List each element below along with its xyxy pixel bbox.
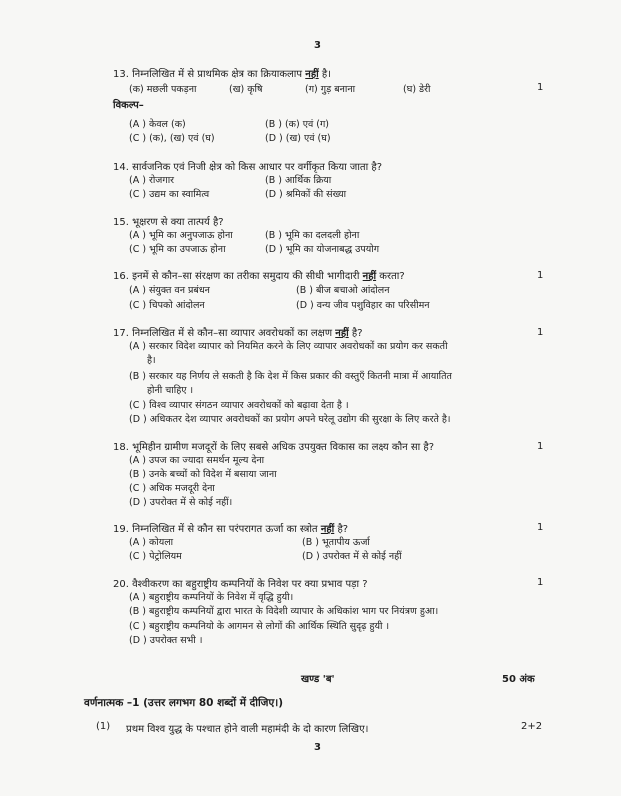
option-d: (D ) उपरोक्त में से कोई नहीं bbox=[302, 551, 402, 562]
option-b: (B ) आर्थिक क्रिया bbox=[265, 175, 332, 186]
item-ka: (क) मछली पकड़ना bbox=[129, 84, 197, 95]
option-d: (D ) उपरोक्त सभी । bbox=[129, 635, 203, 646]
emphasis-not: नहीं bbox=[320, 524, 335, 535]
option-c: (C ) चिपको आंदोलन bbox=[129, 300, 205, 311]
descriptive-question-number: (1) bbox=[96, 721, 111, 732]
question-number: 13. bbox=[113, 69, 129, 80]
option-d: (D ) श्रमिकों की संख्या bbox=[265, 189, 347, 200]
question-20 bbox=[113, 576, 368, 590]
emphasis-not: नहीं bbox=[335, 328, 349, 339]
option-d: (D ) उपरोक्त में से कोई नहीं। bbox=[129, 497, 233, 508]
question-text-end: करता? bbox=[376, 271, 405, 282]
question-number: 20. bbox=[113, 579, 129, 590]
marks: 1 bbox=[537, 577, 544, 588]
question-text: सार्वजनिक एवं निजी क्षेत्र को किस आधार पर वर्गीकृत किया जाता है? bbox=[132, 162, 382, 173]
question-15 bbox=[113, 214, 224, 228]
option-d: (D ) भूमि का योजनाबद्ध उपयोग bbox=[265, 244, 380, 255]
question-14 bbox=[113, 159, 382, 173]
option-b: (B ) (क) एवं (ग) bbox=[265, 119, 330, 130]
question-text: भूमिहीन ग्रामीण मजदूरों के लिए सबसे अधिक उपयुक्त विकास का लक्ष्य कौन सा है? bbox=[132, 442, 435, 453]
option-d: (D ) (ख) एवं (घ) bbox=[265, 133, 331, 144]
question-text: निम्नलिखित में से कौन–सा व्यापार अवरोधकों का लक्षण bbox=[132, 328, 336, 339]
question-text-end: है। bbox=[318, 69, 331, 80]
question-text: वैश्वीकरण का बहुराष्ट्रीय कम्पनियों के निवेश पर क्या प्रभाव पड़ा ? bbox=[132, 579, 368, 590]
option-a: (A ) रोजगार bbox=[129, 175, 175, 186]
option-a: (A ) सरकार विदेश व्यापार को नियमित करने के लिए व्यापार अवरोधकों का प्रयोग कर सकती bbox=[129, 341, 448, 352]
option-c: (C ) उद्यम का स्वामित्व bbox=[129, 189, 210, 200]
marks: 1 bbox=[537, 270, 544, 281]
question-number: 17. bbox=[113, 328, 129, 339]
question-19 bbox=[113, 521, 348, 535]
descriptive-question-marks: 2+2 bbox=[521, 721, 543, 732]
option-c: (C ) भूमि का उपजाऊ होना bbox=[129, 244, 226, 255]
option-c: (C ) अधिक मजदूरी देना bbox=[129, 483, 215, 494]
marks: 1 bbox=[537, 441, 544, 452]
page-number-bottom: 3 bbox=[314, 742, 321, 753]
question-text-end: है? bbox=[334, 524, 349, 535]
section-marks: 50 अंक bbox=[502, 674, 535, 685]
option-d: (D ) वन्य जीव पशुविहार का परिसीमन bbox=[296, 300, 430, 311]
descriptive-question-text: प्रथम विश्व युद्ध के पश्चात होने वाली महामंदी के दो कारण लिखिए। bbox=[126, 724, 369, 735]
option-b: (B ) बहुराष्ट्रीय कम्पनियों द्वारा भारत के विदेशी व्यापार के अधिकांश भाग पर नियंत्रण हुआ। bbox=[129, 606, 439, 617]
question-text: भूक्षरण से क्या तात्पर्य है? bbox=[132, 217, 224, 228]
option-a: (A ) केवल (क) bbox=[129, 119, 186, 130]
option-b: (B ) उनके बच्चों को विदेश में बसाया जाना bbox=[129, 469, 277, 480]
option-a: (A ) कोयला bbox=[129, 537, 174, 548]
question-18 bbox=[113, 439, 434, 453]
options-heading: विकल्प– bbox=[113, 100, 144, 111]
question-text: निम्नलिखित में से कौन सा परंपरागत ऊर्जा का स्त्रोत bbox=[132, 524, 321, 535]
question-16 bbox=[113, 268, 405, 282]
option-a: (A ) बहुराष्ट्रीय कम्पनियों के निवेश में वृद्धि हुयी। bbox=[129, 592, 294, 603]
item-kha: (ख) कृषि bbox=[229, 84, 263, 95]
question-number: 15. bbox=[113, 217, 129, 228]
question-number: 18. bbox=[113, 442, 129, 453]
option-b-continued: होनी चाहिए । bbox=[147, 385, 194, 396]
option-a: (A ) संयुक्त वन प्रबंधन bbox=[129, 285, 210, 296]
option-d: (D ) अधिकतर देश व्यापार अवरोधकों का प्रयोग अपने घरेलू उद्योग की सुरक्षा के लिए करते है। bbox=[129, 414, 451, 425]
page-number-top: 3 bbox=[314, 40, 321, 51]
option-a: (A ) भूमि का अनुपजाऊ होना bbox=[129, 230, 233, 241]
question-number: 14. bbox=[113, 162, 129, 173]
question-text: निम्नलिखित में से प्राथमिक क्षेत्र का क्रियाकलाप bbox=[132, 69, 306, 80]
question-number: 16. bbox=[113, 271, 129, 282]
marks: 1 bbox=[537, 82, 544, 93]
option-c: (C ) बहुराष्ट्रीय कम्पनियो के आगमन से लोगों की आर्थिक स्थिति सुदृढ़ हुयी । bbox=[129, 621, 390, 632]
option-a: (A ) उपज का ज्यादा समर्थन मूल्य देना bbox=[129, 455, 265, 466]
item-ga: (ग) गुड़ बनाना bbox=[305, 84, 356, 95]
option-b: (B ) भूमि का दलदली होना bbox=[265, 230, 360, 241]
option-a-continued: है। bbox=[147, 355, 156, 366]
marks: 1 bbox=[537, 327, 544, 338]
question-17 bbox=[113, 325, 363, 339]
option-c: (C ) विश्व व्यापार संगठन व्यापार अवरोधकों को बढ़ावा देता है । bbox=[129, 400, 349, 411]
emphasis-not: नहीं bbox=[362, 271, 377, 282]
emphasis-not: नहीं bbox=[305, 69, 319, 80]
question-number: 19. bbox=[113, 524, 129, 535]
option-b: (B ) सरकार यह निर्णय ले सकती है कि देश में किस प्रकार की वस्तुएँ कितनी मात्रा में आयातित bbox=[129, 371, 452, 382]
option-c: (C ) पेट्रोलियम bbox=[129, 551, 182, 562]
question-text-end: है? bbox=[348, 328, 363, 339]
question-text: इनमें से कौन–सा संरक्षण का तरीका समुदाय की सीधी भागीदारी bbox=[132, 271, 363, 282]
section-title: खण्ड 'ब' bbox=[301, 674, 335, 685]
option-b: (B ) बीज बचाओ आंदोलन bbox=[296, 285, 390, 296]
marks: 1 bbox=[537, 522, 544, 533]
question-13 bbox=[113, 66, 331, 80]
item-gha: (घ) डेरी bbox=[403, 84, 431, 95]
option-c: (C ) (क), (ख) एवं (घ) bbox=[129, 133, 215, 144]
descriptive-heading: वर्णनात्मक –1 (उत्तर लगभग 80 शब्दों में दीजिए।) bbox=[84, 697, 284, 709]
option-b: (B ) भूतापीय ऊर्जा bbox=[302, 537, 370, 548]
